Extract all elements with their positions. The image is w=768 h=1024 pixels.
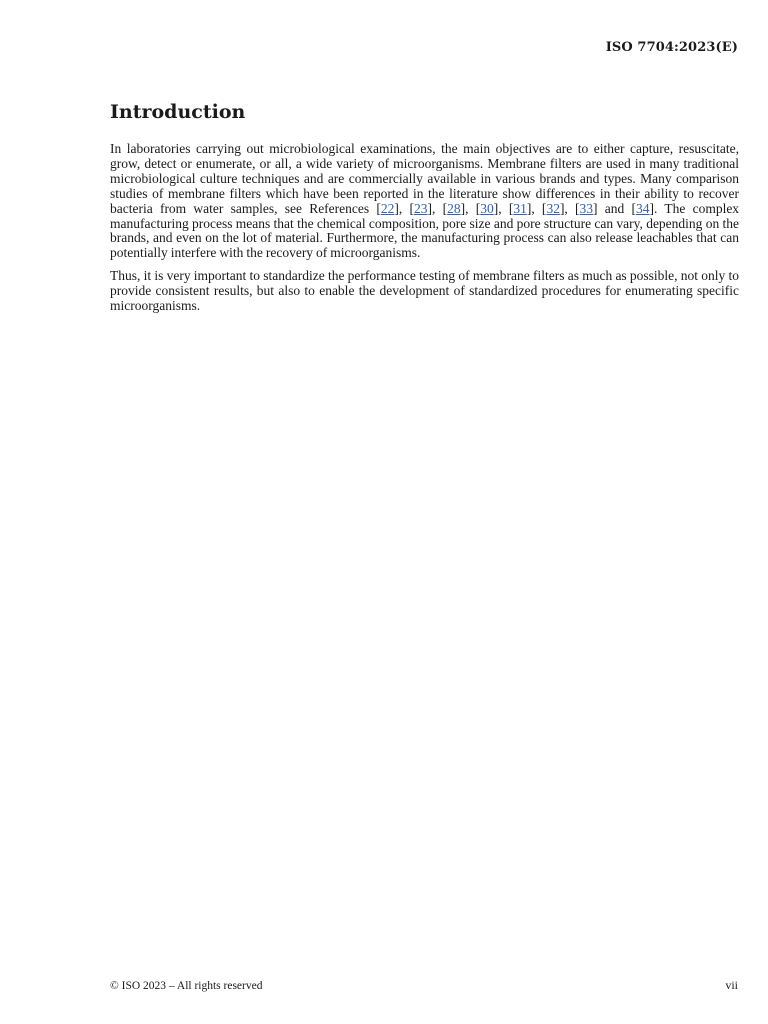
reference-link-33[interactable]: 33 bbox=[579, 200, 594, 216]
reference-link-22[interactable]: 22 bbox=[380, 200, 395, 216]
ref-separator: ], [ bbox=[427, 200, 448, 216]
ref-separator: ], [ bbox=[559, 200, 580, 216]
ref-separator: ], [ bbox=[526, 200, 547, 216]
paragraph-1-text-continued: ]. The complex manufacturing process means that the chemical composition, pore size and pore structure can vary, depending on the brands, and even on the lot of material. Furthermore, the manufacturing process can also release leachables that can potentially interfere with the recovery of microorganisms. bbox=[110, 200, 740, 261]
reference-link-32[interactable]: 32 bbox=[546, 200, 560, 216]
ref-separator: ] and [ bbox=[593, 200, 636, 216]
introduction-body bbox=[110, 142, 739, 322]
section-heading: Introduction bbox=[110, 101, 246, 123]
paragraph-1 bbox=[110, 142, 739, 261]
reference-link-23[interactable]: 23 bbox=[414, 200, 428, 216]
paragraph-2: Thus, it is very important to standardize the performance testing of membrane filters as much as possible, not only to provide consistent results, but also to enable the development of standardized procedures for enumerating specific microorganisms. bbox=[110, 268, 739, 314]
copyright-notice: © ISO 2023 – All rights reserved bbox=[110, 980, 263, 992]
paragraph-1-text: In laboratories carrying out microbiological examinations, the main objectives are to either capture, resuscitate, grow, detect or enumerate, or all, a wide variety of microorganisms. Membrane filters are used in many traditional microbiological culture techniques and are commercially available in various brands and types. Many comparison studies of membrane filters which have been reported in the literature show differences in their ability to recover bacteria from water samples, see References [ bbox=[110, 141, 739, 216]
document-identifier: ISO 7704:2023(E) bbox=[605, 40, 738, 55]
ref-separator: ], [ bbox=[460, 200, 481, 216]
reference-link-28[interactable]: 28 bbox=[447, 200, 461, 216]
ref-separator: ], [ bbox=[394, 200, 414, 216]
reference-link-31[interactable]: 31 bbox=[513, 200, 527, 216]
page-number: vii bbox=[725, 978, 738, 992]
reference-link-30[interactable]: 30 bbox=[480, 200, 494, 216]
ref-separator: ], [ bbox=[493, 200, 514, 216]
reference-link-34[interactable]: 34 bbox=[636, 200, 650, 216]
